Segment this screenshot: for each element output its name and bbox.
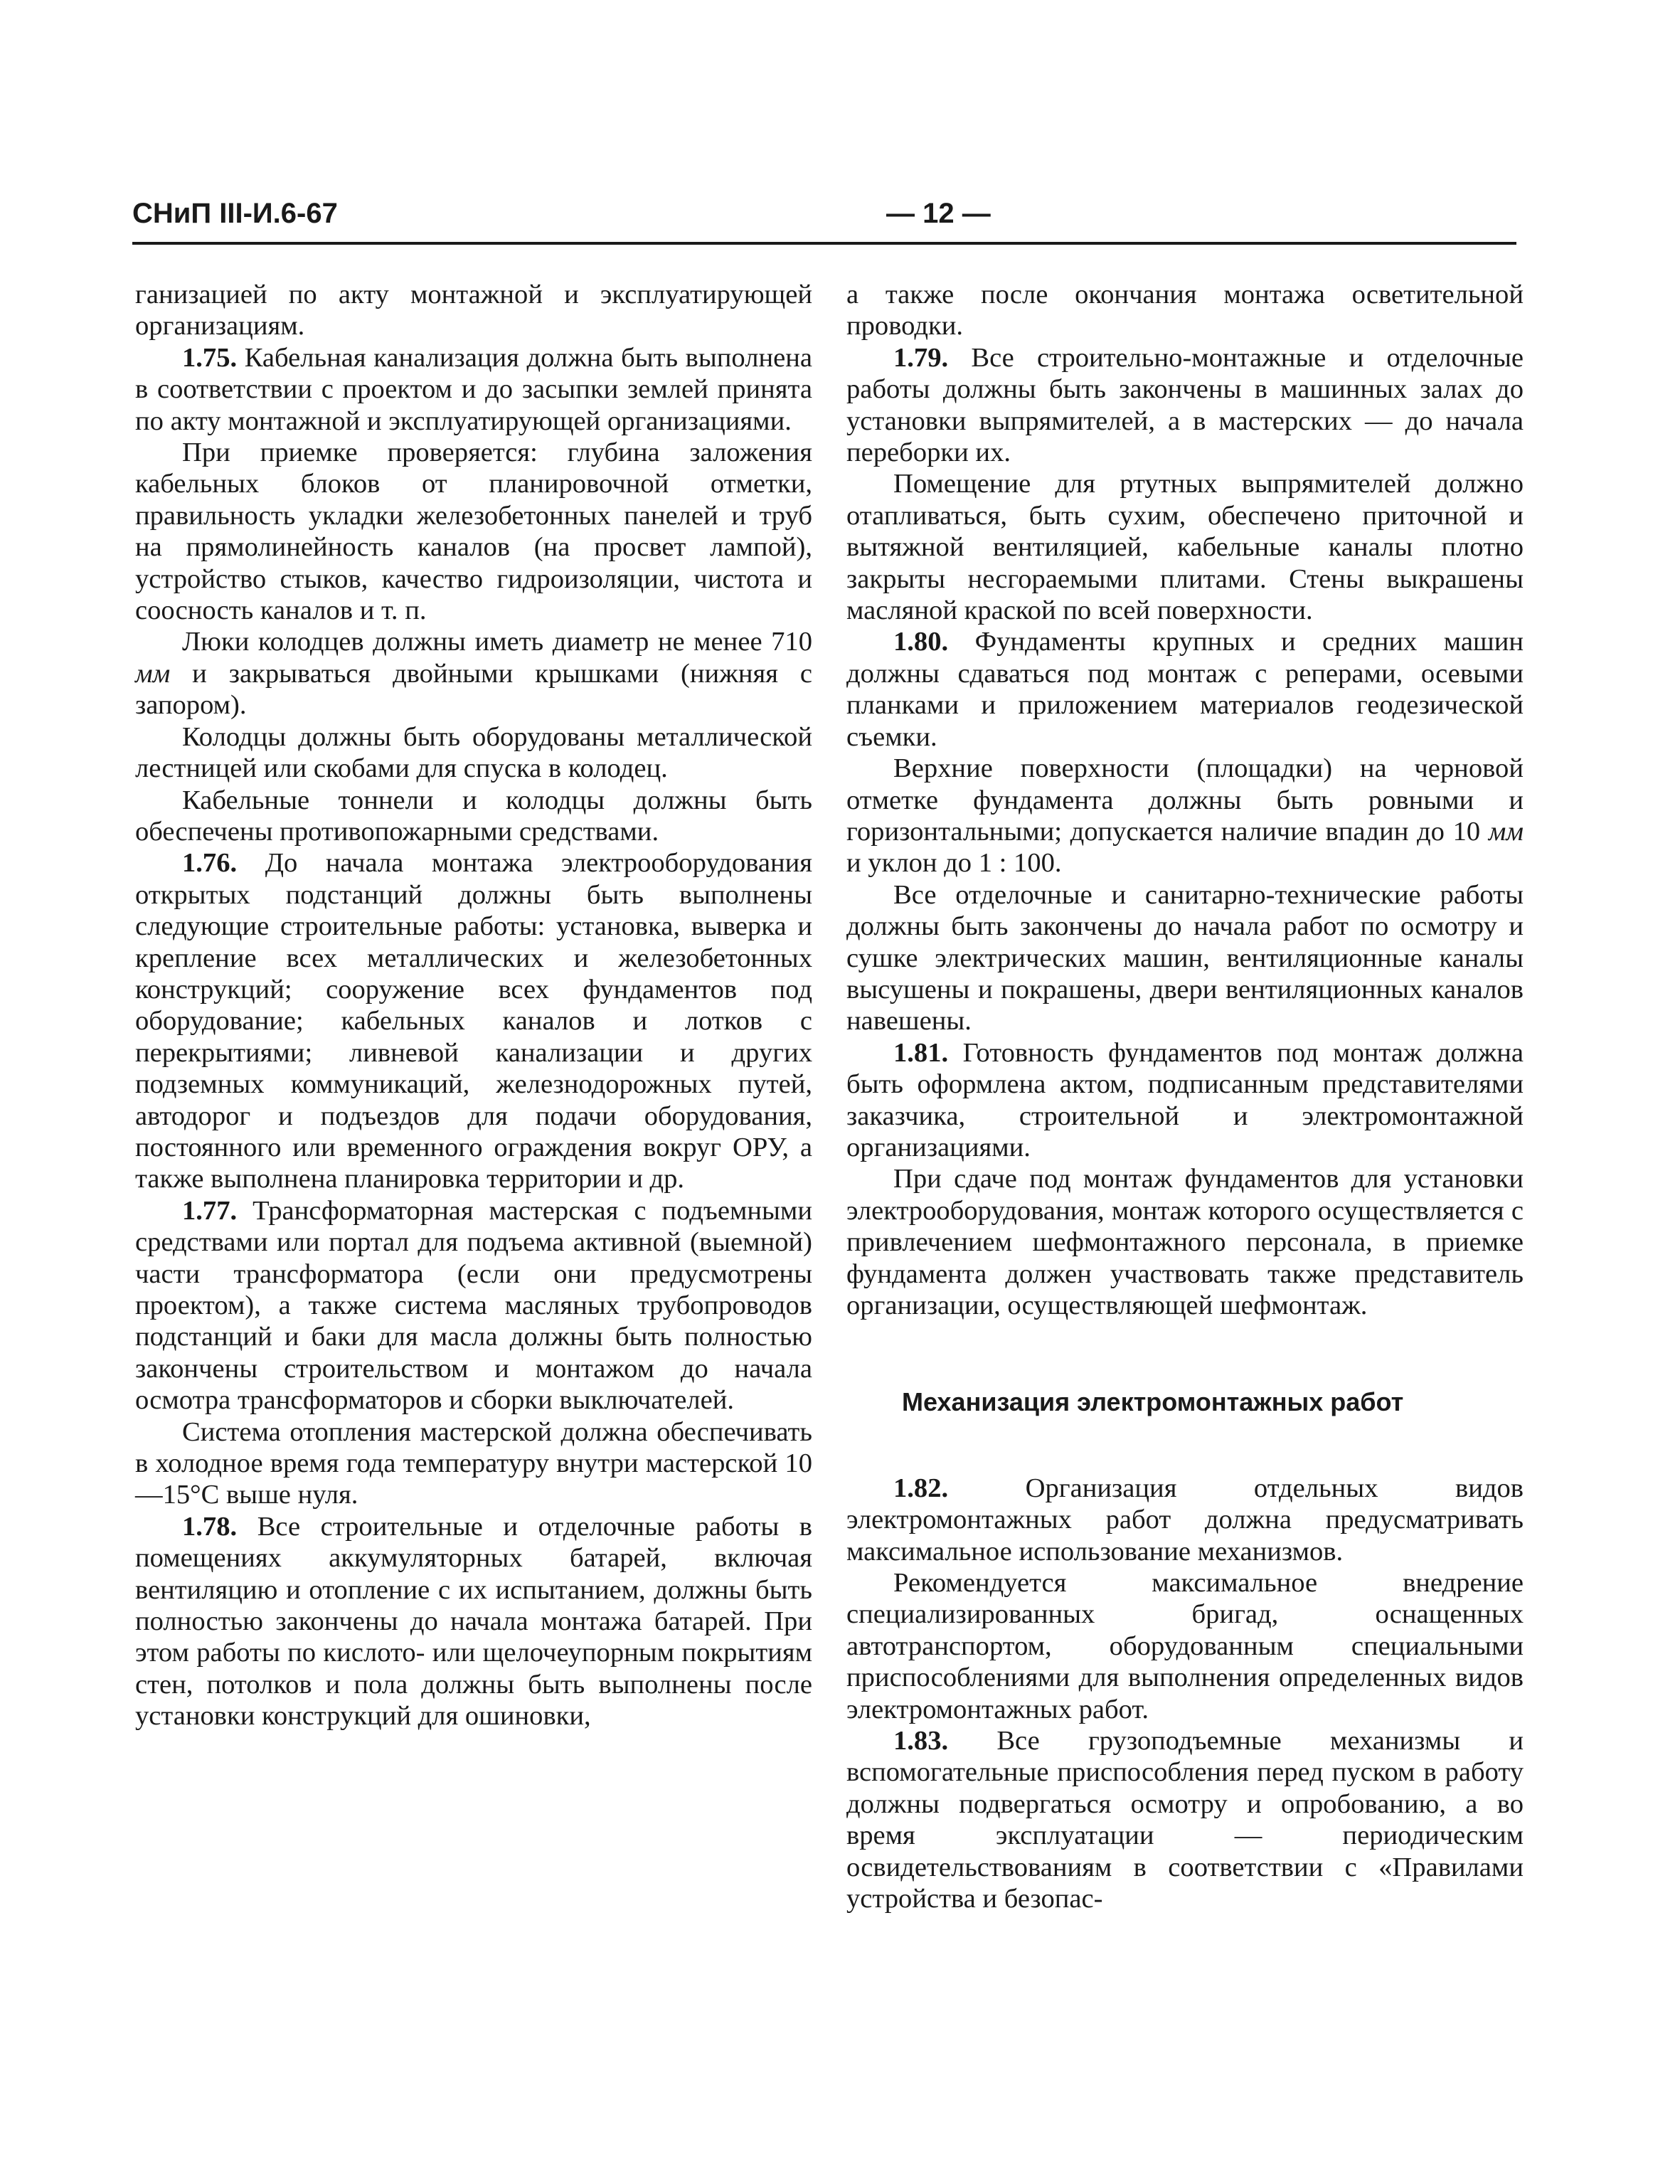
clause-number: 1.78. <box>182 1511 238 1542</box>
paragraph-text: Верхние поверхности (площадки) на черновой отметке фундамента должны быть ровными и горизонтальными; допускается наличие впадин до 10 <box>846 753 1524 847</box>
paragraph: При сдаче под монтаж фундаментов для установки электрооборудования, монтаж которого осуществляется с привлечением шефмонтажного персонала, в приемке фундамента должен участвовать также представитель организации, осуществляющей шефмонтаж. <box>846 1164 1524 1320</box>
clause-number: 1.79. <box>893 342 949 373</box>
clause-text: Все строительные и отделочные работы в помещениях аккумуляторных батарей, включая вентиляцию и отопление с их испытанием, должны быть полностью закончены до начала монтажа батарей. При этом работы по кислото- или щелочеупорным покрытиям стен, потолков и пола должны быть выполнены после установки конструкций для ошиновки, <box>135 1511 812 1732</box>
section-heading: Механизация электромонтажных работ <box>902 1387 1404 1417</box>
right-column <box>846 279 1524 1915</box>
clause-number: 1.83. <box>893 1726 949 1756</box>
clause-text: Готовность фундаментов под монтаж должна быть оформлена актом, подписанным представителями заказчика, строительной и электромонтажной организациями. <box>846 1037 1524 1162</box>
page-header <box>132 198 1514 240</box>
clause-text: Организация отдельных видов электромонтажных работ должна предусматривать максимальное использование механизмов. <box>846 1473 1524 1567</box>
clause-number: 1.81. <box>893 1037 949 1068</box>
clause-1-80 <box>846 626 1524 753</box>
clause-number: 1.82. <box>893 1473 949 1503</box>
clause-text: Все грузоподъемные механизмы и вспомогательные приспособления перед пуском в работу должны подвергаться осмотру и опробованию, а во время эксплуатации — периодическим освидетельствованиям в соответствии с «Правилами устройства и безопас- <box>846 1726 1524 1914</box>
clause-text: Кабельная канализация должна быть выполнена в соответствии с проектом и до засыпки землей принята по акту монтажной и эксплуатирующей организациями. <box>135 342 812 436</box>
clause-text: Трансформаторная мастерская с подъемными средствами или портал для подъема активной (выемной) части трансформатора (если они предусмотрены проектом), а также система масляных трубопроводов подстанций и баки для масла должны быть полностью закончены строительством и монтажом до начала осмотра трансформаторов и сборки выключателей. <box>135 1195 812 1416</box>
paragraph-text: и уклон до 1 : 100. <box>846 848 1062 879</box>
unit-mm: мм <box>135 658 171 689</box>
paragraph <box>135 626 812 721</box>
paragraph: Рекомендуется максимальное внедрение специализированных бригад, оснащенных автотранспортом, оборудованным специальными приспособлениями для выполнения определенных видов электромонтажных работ. <box>846 1568 1524 1724</box>
header-rule <box>132 242 1516 245</box>
document-code: СНиП III-И.6-67 <box>132 198 338 229</box>
clause-1-81 <box>846 1037 1524 1164</box>
clause-1-75 <box>135 342 812 437</box>
paragraph: Кабельные тоннели и колодцы должны быть обеспечены противопожарными средствами. <box>135 785 812 847</box>
clause-text: До начала монтажа электрооборудования открытых подстанций должны быть выполнены следующие строительные работы: установка, выверка и крепление всех металлических и железобетонных конструкций; сооружение всех фундаментов под оборудование; кабельных каналов и лотков с перекрытиями; ливневой канализации и других подземных коммуникаций, железнодорожных путей, автодорог и подъездов для подачи оборудования, постоянного или временного ограждения вокруг ОРУ, а также выполнена планировка территории и др. <box>135 848 812 1194</box>
clause-text: Все строительно-монтажные и отделочные работы должны быть закончены в машинных залах до установки выпрямителей, а в мастерских — до начала переборки их. <box>846 342 1524 468</box>
paragraph: Помещение для ртутных выпрямителей должно отапливаться, быть сухим, обеспечено приточной и вытяжной вентиляцией, кабельные каналы плотно закрыты несгораемыми плитами. Стены выкрашены масляной краской по всей поверхности. <box>846 469 1524 626</box>
clause-1-76 <box>135 847 812 1194</box>
paragraph-text: и закрываться двойными крышками (нижняя с запором). <box>135 658 812 721</box>
clause-number: 1.80. <box>893 627 949 657</box>
clause-1-77 <box>135 1195 812 1416</box>
paragraph <box>846 753 1524 879</box>
clause-1-83 <box>846 1725 1524 1914</box>
clause-1-82 <box>846 1473 1524 1567</box>
paragraph: Система отопления мастерской должна обеспечивать в холодное время года температуру внутри мастерской 10—15°С выше нуля. <box>135 1416 812 1510</box>
paragraph: ганизацией по акту монтажной и эксплуатирующей организациям. <box>135 280 812 341</box>
paragraph: Все отделочные и санитарно-технические работы должны быть закончены до начала работ по осмотру и сушке электрических машин, вентиляционные каналы высушены и покрашены, двери вентиляционных каналов навешены. <box>846 879 1524 1037</box>
clause-1-79 <box>846 342 1524 469</box>
clause-number: 1.77. <box>182 1195 238 1226</box>
left-column <box>135 279 812 1732</box>
clause-1-78 <box>135 1511 812 1732</box>
paragraph: а также после окончания монтажа осветительной проводки. <box>846 280 1524 341</box>
clause-number: 1.76. <box>182 848 238 879</box>
paragraph-text: Люки колодцев должны иметь диаметр не менее 710 <box>182 627 812 657</box>
page-number: — 12 — <box>886 198 991 229</box>
paragraph: Колодцы должны быть оборудованы металлической лестницей или скобами для спуска в колодец. <box>135 721 812 784</box>
paragraph: При приемке проверяется: глубина заложения кабельных блоков от планировочной отметки, правильность укладки железобетонных панелей и труб на прямолинейность каналов (на просвет лампой), устройство стыков, качество гидроизоляции, чистота и соосность каналов и т. п. <box>135 438 812 626</box>
clause-number: 1.75. <box>182 342 238 373</box>
clause-text: Фундаменты крупных и средних машин должны сдаваться под монтаж с реперами, осевыми планками и приложением материалов геодезической съемки. <box>846 627 1524 752</box>
unit-mm: мм <box>1488 816 1524 847</box>
